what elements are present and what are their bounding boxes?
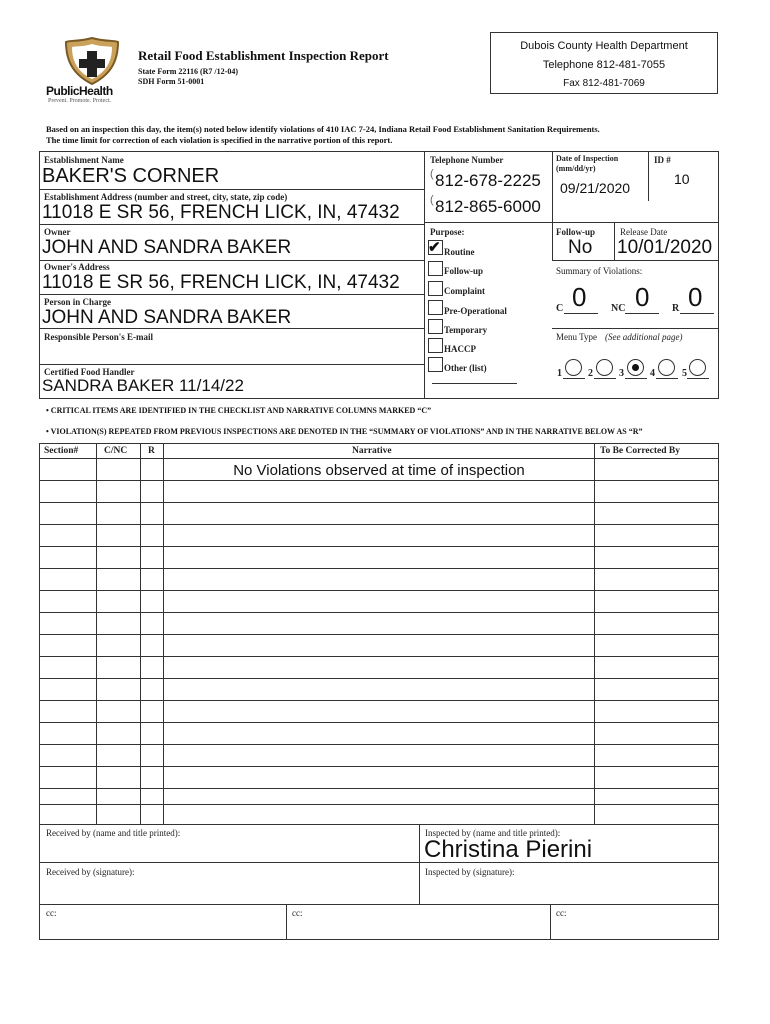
public-health-logo bbox=[46, 36, 136, 106]
menu-type-note: (See additional page) bbox=[605, 332, 683, 342]
id-label: ID # bbox=[654, 155, 671, 165]
owner-name[interactable]: JOHN AND SANDRA BAKER bbox=[42, 237, 292, 258]
non-critical-count[interactable]: 0 bbox=[635, 282, 650, 312]
telephone-2[interactable]: 812-865-6000 bbox=[435, 197, 541, 216]
radio-selected-dot-icon bbox=[632, 364, 639, 371]
checkbox-pre-operational[interactable] bbox=[428, 300, 443, 315]
menu-option-3-label: 3 bbox=[619, 368, 624, 379]
repeated-note: • VIOLATION(S) REPEATED FROM PREVIOUS INSPECTIONS ARE DENOTED IN THE “SUMMARY OF VIOLATIONS” AND IN THE NARRATIVE BELOW AS “R” bbox=[46, 427, 643, 436]
cc-label-2: cc: bbox=[292, 908, 303, 918]
person-in-charge-label: Person in Charge bbox=[44, 297, 111, 307]
purpose-other-label: Other (list) bbox=[444, 363, 487, 373]
logo-text: PublicHealth bbox=[46, 84, 113, 98]
intro-line-1: Based on an inspection this day, the item(s) noted below identify violations of 410 IAC 7-24, Indiana Retail Food Establishment Sanitation Requirements. bbox=[46, 124, 600, 134]
purpose-follow-up-label: Follow-up bbox=[444, 266, 484, 276]
sdh-form: SDH Form 51-0001 bbox=[138, 77, 205, 86]
critical-count[interactable]: 0 bbox=[572, 282, 587, 312]
inspected-by-label: Inspected by (name and title printed): bbox=[425, 828, 561, 838]
purpose-temporary-label: Temporary bbox=[444, 325, 488, 335]
checkbox-haccp[interactable] bbox=[428, 338, 443, 353]
owner-address[interactable]: 11018 E SR 56, FRENCH LICK, IN, 47432 bbox=[42, 272, 400, 293]
critical-label: C bbox=[556, 303, 564, 314]
col-narrative: Narrative bbox=[352, 446, 392, 456]
repeat-count[interactable]: 0 bbox=[688, 282, 703, 312]
report-title: Retail Food Establishment Inspection Report bbox=[138, 48, 389, 63]
inspected-signature-label: Inspected by (signature): bbox=[425, 867, 515, 877]
cc-label-3: cc: bbox=[556, 908, 567, 918]
checkbox-temporary[interactable] bbox=[428, 319, 443, 334]
establishment-name-label: Establishment Name bbox=[44, 155, 124, 165]
department-phone: Telephone 812-481-7055 bbox=[542, 59, 666, 71]
col-section: Section# bbox=[44, 446, 79, 456]
email-label: Responsible Person's E-mail bbox=[44, 332, 154, 342]
non-critical-label: NC bbox=[611, 303, 626, 314]
state-form: State Form 22116 (R7 /12-04) bbox=[138, 67, 238, 76]
purpose-haccp-label: HACCP bbox=[444, 344, 476, 354]
cc-label-1: cc: bbox=[46, 908, 57, 918]
signature-box bbox=[39, 825, 719, 940]
purpose-label: Purpose: bbox=[430, 227, 465, 237]
repeat-label: R bbox=[672, 303, 680, 314]
food-handler-label: Certified Food Handler bbox=[44, 367, 135, 377]
menu-option-1-label: 1 bbox=[557, 368, 562, 379]
menu-radio-4[interactable] bbox=[658, 359, 675, 376]
menu-type-label: Menu Type bbox=[556, 332, 597, 342]
intro-line-2: The time limit for correction of each violation is specified in the narrative portion of this report. bbox=[46, 135, 393, 145]
checkbox-other[interactable] bbox=[428, 357, 443, 372]
logo-tagline: Prevent. Promote. Protect. bbox=[48, 98, 112, 104]
check-mark-icon: ✔ bbox=[428, 239, 441, 256]
menu-radio-2[interactable] bbox=[596, 359, 613, 376]
release-date[interactable]: 10/01/2020 bbox=[617, 237, 713, 258]
received-signature-label: Received by (signature): bbox=[46, 867, 135, 877]
menu-radio-1[interactable] bbox=[565, 359, 582, 376]
checkbox-complaint[interactable] bbox=[428, 281, 443, 296]
department-name: Dubois County Health Department bbox=[520, 40, 688, 52]
owner-label: Owner bbox=[44, 227, 71, 237]
shield-cross-icon bbox=[62, 36, 122, 86]
inspection-date[interactable]: 09/21/2020 bbox=[560, 180, 631, 196]
food-handler[interactable]: SANDRA BAKER 11/14/22 bbox=[42, 376, 244, 395]
person-in-charge[interactable]: JOHN AND SANDRA BAKER bbox=[42, 307, 292, 328]
menu-radio-5[interactable] bbox=[689, 359, 706, 376]
inspector-name[interactable]: Christina Pierini bbox=[424, 836, 593, 863]
department-fax: Fax 812-481-7069 bbox=[563, 78, 645, 89]
department-box bbox=[490, 32, 718, 94]
date-label-1: Date of Inspection bbox=[556, 154, 619, 163]
other-line bbox=[432, 383, 517, 384]
narrative-first-row[interactable]: No Violations observed at time of inspection bbox=[233, 462, 525, 479]
id-value[interactable]: 10 bbox=[674, 171, 690, 187]
follow-up-value[interactable]: No bbox=[568, 237, 593, 258]
establishment-name[interactable]: BAKER'S CORNER bbox=[42, 165, 220, 187]
release-date-label: Release Date bbox=[620, 227, 668, 237]
establishment-address[interactable]: 11018 E SR 56, FRENCH LICK, IN, 47432 bbox=[42, 202, 400, 223]
telephone-label: Telephone Number bbox=[430, 155, 504, 165]
received-by-label: Received by (name and title printed): bbox=[46, 828, 181, 838]
col-c-nc: C/NC bbox=[104, 446, 128, 456]
telephone-paren-2: ( bbox=[430, 194, 434, 206]
col-r: R bbox=[148, 446, 155, 456]
address-label: Establishment Address (number and street, city, state, zip code) bbox=[44, 192, 288, 202]
menu-option-4-label: 4 bbox=[650, 368, 655, 379]
purpose-pre-operational-label: Pre-Operational bbox=[444, 306, 507, 316]
checkbox-follow-up[interactable] bbox=[428, 261, 443, 276]
summary-label: Summary of Violations: bbox=[556, 266, 643, 276]
critical-note: • CRITICAL ITEMS ARE IDENTIFIED IN THE CHECKLIST AND NARRATIVE COLUMNS MARKED “C” bbox=[46, 406, 432, 415]
purpose-routine-label: Routine bbox=[444, 247, 475, 257]
telephone-1[interactable]: 812-678-2225 bbox=[435, 171, 541, 190]
menu-option-5-label: 5 bbox=[682, 368, 687, 379]
date-label-2: (mm/dd/yr) bbox=[556, 164, 596, 173]
menu-option-2-label: 2 bbox=[588, 368, 593, 379]
owner-address-label: Owner's Address bbox=[44, 262, 110, 272]
col-correct-by: To Be Corrected By bbox=[600, 446, 680, 456]
follow-up-label: Follow-up bbox=[556, 227, 596, 237]
purpose-complaint-label: Complaint bbox=[444, 286, 486, 296]
telephone-paren-1: ( bbox=[430, 168, 434, 180]
menu-radio-3[interactable] bbox=[627, 359, 644, 376]
